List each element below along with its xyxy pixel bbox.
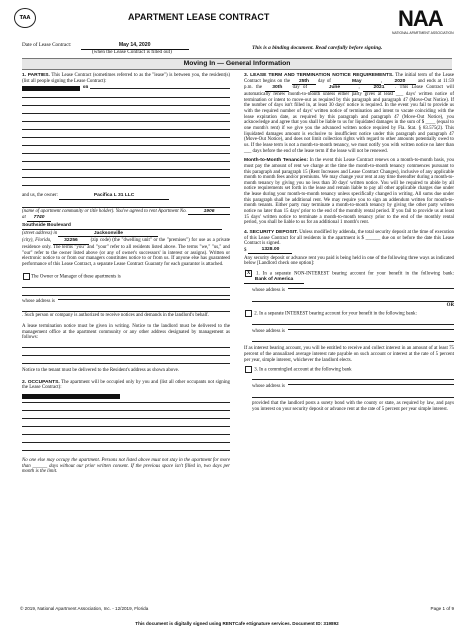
community-note: (name of apartment community or title holder). You've agreed to rent Apartment No. 1906 at 7740 [22, 209, 230, 222]
owner-checkbox[interactable] [23, 273, 30, 280]
option-1-row: X 1. In a separate NON-INTEREST bearing account for your benefit in the following bank: Bank of America [244, 270, 454, 284]
option-2-address: whose address is [252, 329, 454, 335]
right-column [244, 73, 454, 412]
end-year[interactable]: 2021 [363, 85, 395, 92]
option-2-checkbox[interactable] [245, 310, 252, 317]
lease-term-paragraph: 3. LEASE TERM AND TERMINATION NOTICE REQUIREMENTS. The initial term of the Lease Contract begins on the 25th day of May , 2020 and ends at 11:59 p.m. the 30th day of June , 2021 . This Lease Contract will automatically renew month-to-month unless either party gives at least ___ days' written notice of termination or intent to move-out as required by this paragraph and paragraph 47 (Move-Out Notice). If the number of days isn't filled in, at least 30 days' notice is required. In the event you fail to provide us with the required number of days' written notice of termination and intent to vacate coinciding with the lease expiration date, as required by this paragraph and paragraph 47 (Move-Out Notice), you acknowledge and agree that you shall be liable to us for liquidated damages in the sum of $ ____ (equal to one month's rent) if we give you the advanced written notice required by Fla. Stat. § 83.575(2). This liquidated damages amount is exclusive to insufficient notice under this paragraph and paragraph 47 (Move-Out Notice), and does not limit collection rights with regard to other amounts potentially owed to us. If the lease term is not a month-to-month tenancy, we must notify you with written notice no later than ___ days before the end of the lease term if the lease will not be renewed. [244, 73, 455, 154]
surety-text: provided that the landlord posts a surety bond with the county or state, as required by law, and pays you interest on your security deposit or advance rent at the rate of 5 percent per year simple interest. [252, 401, 454, 412]
redacted-occupant [22, 394, 120, 399]
taa-logo: TAA [14, 8, 36, 28]
resident-lines[interactable] [22, 97, 230, 186]
section-header-bar [22, 58, 452, 70]
lease-date-row: Date of Lease Contract: May 14, 2020 [22, 42, 232, 50]
street-row [22, 223, 230, 230]
zip-value[interactable]: 32256 [53, 238, 89, 245]
section-header-title: Moving In — General Information [183, 60, 291, 67]
page-footer [20, 606, 454, 611]
or-label: OR [446, 302, 454, 308]
owner-row: and us, the owner: Pacifica L 31 LLC [22, 193, 230, 200]
deposit-options-intro: Any security deposit or advance rent you paid is being held in one of the following three ways as indicated below [Landlord check one option]: [244, 255, 454, 267]
bank-name[interactable]: Bank of America [244, 277, 304, 284]
owner-value[interactable]: Pacifica L 31 LLC [59, 193, 169, 200]
end-month[interactable]: June [310, 85, 358, 92]
naa-logo: NAA [398, 6, 443, 31]
option-1-checkbox[interactable]: X [246, 271, 251, 276]
street-number[interactable]: 7740 [27, 215, 51, 222]
option-1-address: whose address is [252, 288, 454, 294]
agent-text: . Such person or company is authorized to receive notices and demands in the landlord's behalf. [22, 313, 209, 319]
end-day[interactable]: 30th [265, 85, 289, 92]
parties-paragraph: 1. PARTIES. This Lease Contract (sometimes referred to as the "lease") is between you, the resident(s) (list all people signing the Lease Contract): [22, 73, 230, 84]
resident-notice-text: Notice to the tenant must be delivered to the Resident's address as shown above. [22, 368, 180, 374]
apartment-number[interactable]: 1906 [188, 209, 230, 216]
deposit-amount-row: $ 1328.00 [244, 247, 454, 254]
occupant-lines[interactable] [22, 394, 230, 451]
lease-date-note: (when the Lease Contract is filled out) [92, 49, 172, 55]
copyright-text: © 2019, National Apartment Association, Inc. - 12/2019, Florida [20, 606, 149, 611]
naa-logo-subtitle: NATIONAL APARTMENT ASSOCIATION [392, 31, 454, 35]
city-value[interactable]: Jacksonville [58, 231, 158, 238]
city-row: (street address) in Jacksonville [22, 231, 230, 238]
option-3-checkbox[interactable] [245, 366, 252, 373]
begin-month[interactable]: May [333, 79, 381, 86]
begin-day[interactable]: 25th [292, 79, 316, 86]
resident-name-row: on [22, 85, 230, 91]
deposit-amount[interactable]: 1328.00 [248, 247, 292, 254]
option-3-address: whose address is [252, 384, 454, 390]
security-deposit-paragraph: 4. SECURITY DEPOSIT. Unless modified by addenda, the total security deposit at the time of execution of this Lease Contract for all residents in the apartment is $ ______ due on or before the date this Lease Contract is signed. [244, 230, 454, 247]
page-number: Page 1 of 9 [430, 606, 454, 611]
document-title: APARTMENT LEASE CONTRACT [128, 12, 270, 22]
zip-paragraph: (city), Florida, 32256 (zip code) (the "dwelling unit" or the "premises") for use as a private residence only. The terms "you" and "your" refer to all residents listed above. The terms "we," "us," and "our" refer to the owner listed above (or any of owner's successors' in interest or assigns). Written or electronic notice to or from our managers constitutes notice to or from us. If anyone else has guaranteed performance of this Lease Contract, a separate Lease Contract Guaranty for each guarantor is attached. [22, 238, 230, 267]
option-3-row: 3. In a commingled account at the following bank [244, 366, 454, 373]
termination-notice-text: A lease termination notice must be given in writing. Notice to the landlord must be delivered to the management office at the apartment community or any other address designated by management as follows: [22, 324, 230, 341]
owner-manager-row: The Owner or Manager of these apartments is [22, 273, 230, 280]
lease-date-value[interactable]: May 14, 2020 [81, 42, 189, 50]
redacted-resident-name [22, 86, 80, 91]
esignature-notice: This document is digitally signed using RENTCafe eSignature services. Document ID: 319892 [135, 621, 339, 626]
manager-address-row: whose address is [22, 299, 230, 305]
left-column [22, 73, 230, 475]
month-to-month-paragraph: Month-to-Month Tenancies: In the event this Lease Contract renews on a month-to-month basis, you must pay the amount of rent we charge at the time the month-to-month tenancy commences pursuant to this paragraph and paragraph 15 (Rent Increases and Lease Contract Changes), inclusive of any applicable month to month fees and/or premiums. We may change your rent at any time thereafter during a month-to-month tenancy by giving you no less than 30 days' written notice. You will be required to abide by all notice requirements set forth in the lease and remain liable to pay all other applicable charges due under the lease during your month-to-month tenancy unless specifically changed in writing. All sums due under this paragraph shall be additional rent. We may require you to sign an addendum written for month-to-month tenants. Either party may terminate a month-to-month tenancy by giving the other party written notice no later than 15 days' prior to the end of the monthly rental period. If you fail to provide us at least 15 days' written notice to terminate a month-to-month tenancy prior to the end of the monthly rental period, you shall be liable to us for an additional 1 month's rent. [244, 158, 454, 226]
interest-text: If as interest bearing account, you will be entitled to receive and collect interest in an amount of at least 75 percent of the annualized average interest rate payable on such account or interest at the rate of 5 percent per year, simple interest, whichever the landlord elects. [244, 346, 454, 363]
begin-year[interactable]: 2020 [384, 79, 416, 86]
occupants-paragraph: 2. OCCUPANTS. The apartment will be occupied only by you and (list all other occupants not signing the Lease Contract): [22, 379, 230, 391]
occupants-footer-text: No one else may occupy the apartment. Persons not listed above must not stay in the apartment for more than ______ days without our prior written consent. If the previous space isn't filled in, two days per month is the limit. [22, 458, 230, 475]
street-name[interactable]: Southside Boulevard [22, 223, 222, 230]
option-2-row: 2. In a separate INTEREST bearing account for your benefit in the following bank: [244, 310, 454, 317]
binding-note: This is a binding document. Read carefully before signing. [252, 45, 383, 51]
